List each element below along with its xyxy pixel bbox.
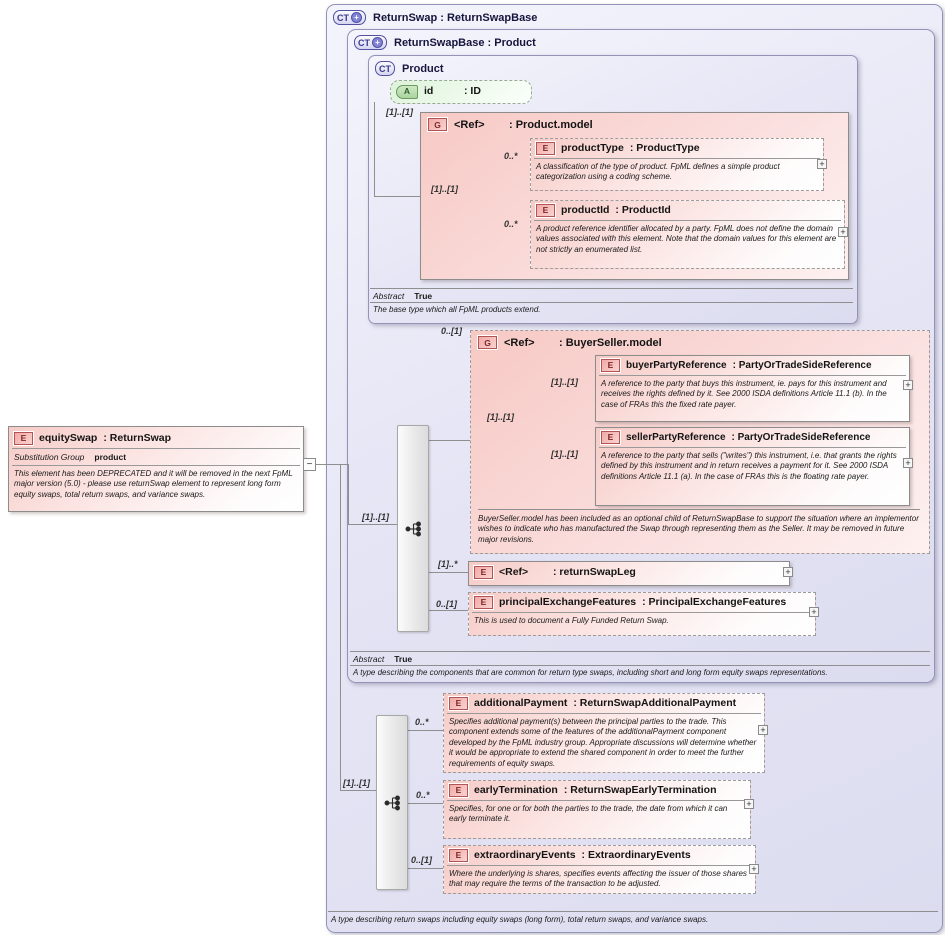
- ct-badge-label: CT: [379, 63, 391, 74]
- complex-type-icon: [354, 35, 387, 50]
- divider: [12, 448, 300, 449]
- divider: [370, 302, 853, 303]
- element-principalexchangefeatures-box: [468, 592, 816, 636]
- expand-button[interactable]: +: [783, 567, 793, 577]
- divider: [370, 288, 853, 289]
- abstract-value: True: [414, 291, 433, 301]
- element-type: : ReturnSwapEarlyTermination: [563, 783, 717, 796]
- divider: [350, 665, 930, 666]
- element-icon: E: [474, 566, 493, 579]
- connector-line: [340, 464, 341, 791]
- element-productid-box: [530, 200, 845, 269]
- expand-button[interactable]: +: [903, 380, 913, 390]
- expand-button[interactable]: +: [838, 227, 848, 237]
- returnswap-sequence-connector: [376, 715, 408, 890]
- element-equityswap-box: [8, 426, 304, 512]
- element-icon: E: [601, 431, 620, 444]
- element-name: earlyTermination: [474, 783, 558, 796]
- divider: [599, 375, 906, 376]
- abstract-value: True: [394, 654, 413, 664]
- divider: [599, 447, 906, 448]
- cardinality-label: [1]..[1]: [362, 512, 389, 522]
- expand-button[interactable]: +: [758, 725, 768, 735]
- element-icon: E: [536, 204, 555, 217]
- element-doc: A product reference identifier allocated by a party. FpML does not define the domain values associated with this element. Note that the domain values for this element are not strictly an enumerated list.: [536, 224, 837, 254]
- element-type: : ReturnSwap: [103, 431, 172, 444]
- element-doc: A reference to the party that sells ("writes") this instrument, i.e. that grants the rights defined by this instrument and in return receives a payment for it. See 2000 ISDA definitions Article 11.1 (a). In the case of FRAs this is the floating rate payer.: [601, 451, 897, 481]
- element-name: extraordinaryEvents: [474, 848, 576, 861]
- element-type: : PartyOrTradeSideReference: [732, 360, 872, 371]
- divider: [534, 158, 820, 159]
- expand-button[interactable]: +: [817, 159, 827, 169]
- element-doc: This element has been DEPRECATED and it will be removed in the next FpML major version (5.0) - please use returnSwap element to represent long form equity swaps, total return swaps, and variance swaps.: [14, 469, 293, 499]
- complex-type-icon: [375, 61, 395, 76]
- connector-line: [348, 464, 349, 525]
- divider: [328, 911, 938, 912]
- group-name: <Ref>: [454, 118, 485, 131]
- element-doc: A reference to the party that buys this instrument, ie. pays for this instrument and receives the rights defined by it. See 2000 ISDA definitions Article 11.1 (b). In the case of FRAs this the fixed rate payer.: [601, 379, 887, 409]
- abstract-label: Abstract: [373, 291, 405, 301]
- element-type: : ProductType: [629, 141, 700, 154]
- cardinality-label: [1]..*: [438, 559, 458, 569]
- element-icon: E: [601, 359, 620, 372]
- element-name: <Ref>: [499, 565, 529, 578]
- buyerseller-group-doc: BuyerSeller.model has been included as an optional child of ReturnSwapBase to support the situation where an implementor wishes to indicate who has manufactured the Swap through representing them as the Seller. It may be removed in future major revisions.: [478, 514, 919, 544]
- element-additionalpayment-box: [443, 693, 765, 773]
- element-name: equitySwap: [39, 431, 98, 444]
- returnswapbase-abstract-row: [353, 654, 412, 664]
- returnswapbase-header: [348, 30, 934, 50]
- product-abstract-row: [373, 291, 432, 301]
- connector-line: [406, 730, 443, 731]
- element-icon: E: [449, 697, 468, 710]
- element-returnswapleg-box: [468, 561, 790, 586]
- connector-line: [406, 868, 443, 869]
- sequence-icon: [405, 521, 422, 537]
- element-name: additionalPayment: [474, 696, 568, 709]
- group-type: : Product.model: [509, 118, 593, 131]
- group-icon: G: [478, 336, 497, 349]
- divider: [12, 465, 300, 466]
- returnswap-header: [327, 5, 942, 25]
- expand-button[interactable]: +: [749, 864, 759, 874]
- group-type: : BuyerSeller.model: [559, 336, 662, 349]
- element-buyerpartyreference-box: [595, 355, 910, 422]
- connector-line: [427, 572, 468, 573]
- divider: [447, 865, 752, 866]
- returnswap-doc: A type describing return swaps including equity swaps (long form), total return swaps, and variance swaps.: [331, 915, 709, 924]
- attribute-name: id: [424, 85, 434, 98]
- returnswap-title: ReturnSwap : ReturnSwapBase: [373, 11, 538, 24]
- divider: [478, 509, 920, 510]
- cardinality-label: [1]..[1]: [431, 184, 458, 194]
- complex-type-icon: [333, 10, 366, 25]
- product-model-header: [421, 113, 848, 133]
- cardinality-label: [1]..[1]: [343, 778, 370, 788]
- element-name: productId: [561, 203, 610, 216]
- cardinality-label: [1]..[1]: [551, 377, 578, 387]
- element-doc: Specifies additional payment(s) between the principal parties to the trade. This component extends some of the features of the additionalPayment component developed by the FpML industry group. Appropriate discussions will determine whether it would be appropriate to extend the shared component in order to meet the further requirements of equity swaps.: [449, 717, 757, 768]
- divider: [350, 651, 930, 652]
- returnswapbase-sequence-connector: [397, 425, 429, 632]
- element-type: : PartyOrTradeSideReference: [731, 432, 871, 443]
- cardinality-label: 0..*: [416, 790, 430, 800]
- group-name: <Ref>: [504, 336, 535, 349]
- returnswapbase-title: ReturnSwapBase : Product: [394, 36, 536, 49]
- element-icon: E: [14, 432, 33, 445]
- element-extraordinaryevents-box: [443, 845, 756, 894]
- connector-line: [406, 803, 443, 804]
- element-icon: E: [449, 849, 468, 862]
- substitution-group-row: [9, 450, 303, 464]
- connector-line: [427, 440, 470, 441]
- expand-button[interactable]: +: [903, 458, 913, 468]
- element-type: : ProductId: [615, 203, 671, 216]
- element-type: : ExtraordinaryEvents: [581, 848, 691, 861]
- attribute-icon: A: [396, 85, 418, 99]
- expand-button[interactable]: +: [744, 799, 754, 809]
- element-doc: Where the underlying is shares, specifies events affecting the issuer of those shares that may require the terms of the transaction to be adjusted.: [449, 869, 747, 889]
- connector-line: [340, 790, 376, 791]
- element-icon: E: [536, 142, 555, 155]
- plus-icon: +: [351, 12, 362, 23]
- element-icon: E: [449, 784, 468, 797]
- element-name: principalExchangeFeatures: [499, 595, 637, 608]
- cardinality-label: 0..[1]: [411, 855, 433, 865]
- cardinality-label: 0..*: [504, 151, 518, 161]
- cardinality-label: [1]..[1]: [487, 412, 514, 422]
- connector-line: [427, 610, 468, 611]
- element-type: : ReturnSwapAdditionalPayment: [573, 696, 737, 709]
- divider: [447, 713, 761, 714]
- divider: [534, 220, 841, 221]
- element-earlytermination-box: [443, 780, 751, 839]
- cardinality-label: 0..*: [504, 219, 518, 229]
- connector-line: [374, 102, 375, 197]
- substitution-group-label: Substitution Group: [14, 452, 85, 462]
- element-doc: Specifies, for one or for both the parties to the trade, the date from which it can early terminate it.: [449, 804, 728, 824]
- substitution-group-value: product: [94, 452, 127, 462]
- product-doc: The base type which all FpML products extend.: [373, 305, 541, 314]
- group-icon: G: [428, 118, 447, 131]
- element-type: : PrincipalExchangeFeatures: [642, 595, 787, 608]
- connector-line: [348, 524, 397, 525]
- element-type: : returnSwapLeg: [553, 565, 636, 578]
- ct-badge-label: CT: [337, 12, 349, 23]
- element-doc: This is used to document a Fully Funded Return Swap.: [474, 616, 669, 625]
- abstract-label: Abstract: [353, 654, 385, 664]
- connector-line: [374, 196, 420, 197]
- buyerseller-model-header: [471, 331, 929, 351]
- product-title: Product: [402, 62, 444, 75]
- expand-button[interactable]: +: [809, 607, 819, 617]
- sequence-icon: [384, 795, 401, 811]
- attribute-type: : ID: [464, 85, 481, 98]
- cardinality-label: 0..[1]: [441, 326, 463, 336]
- plus-icon: +: [372, 37, 383, 48]
- element-producttype-box: [530, 138, 824, 191]
- cardinality-label: [1]..[1]: [386, 107, 413, 117]
- cardinality-label: [1]..[1]: [551, 449, 578, 459]
- ct-badge-label: CT: [358, 37, 370, 48]
- divider: [447, 800, 747, 801]
- element-sellerpartyreference-box: [595, 427, 910, 506]
- cardinality-label: 0..[1]: [436, 599, 458, 609]
- element-doc: A classification of the type of product. FpML defines a simple product categorization using a coding scheme.: [536, 162, 780, 182]
- element-name: buyerPartyReference: [626, 360, 727, 371]
- element-name: productType: [561, 141, 624, 154]
- product-header: [369, 56, 857, 76]
- cardinality-label: 0..*: [415, 717, 429, 727]
- element-name: sellerPartyReference: [626, 432, 726, 443]
- collapse-toggle-button[interactable]: −: [303, 458, 316, 471]
- returnswapbase-doc: A type describing the components that are common for return type swaps, including short and long form equity swaps representations.: [353, 668, 828, 677]
- element-icon: E: [474, 596, 493, 609]
- attribute-id-box: [390, 80, 532, 104]
- divider: [472, 612, 812, 613]
